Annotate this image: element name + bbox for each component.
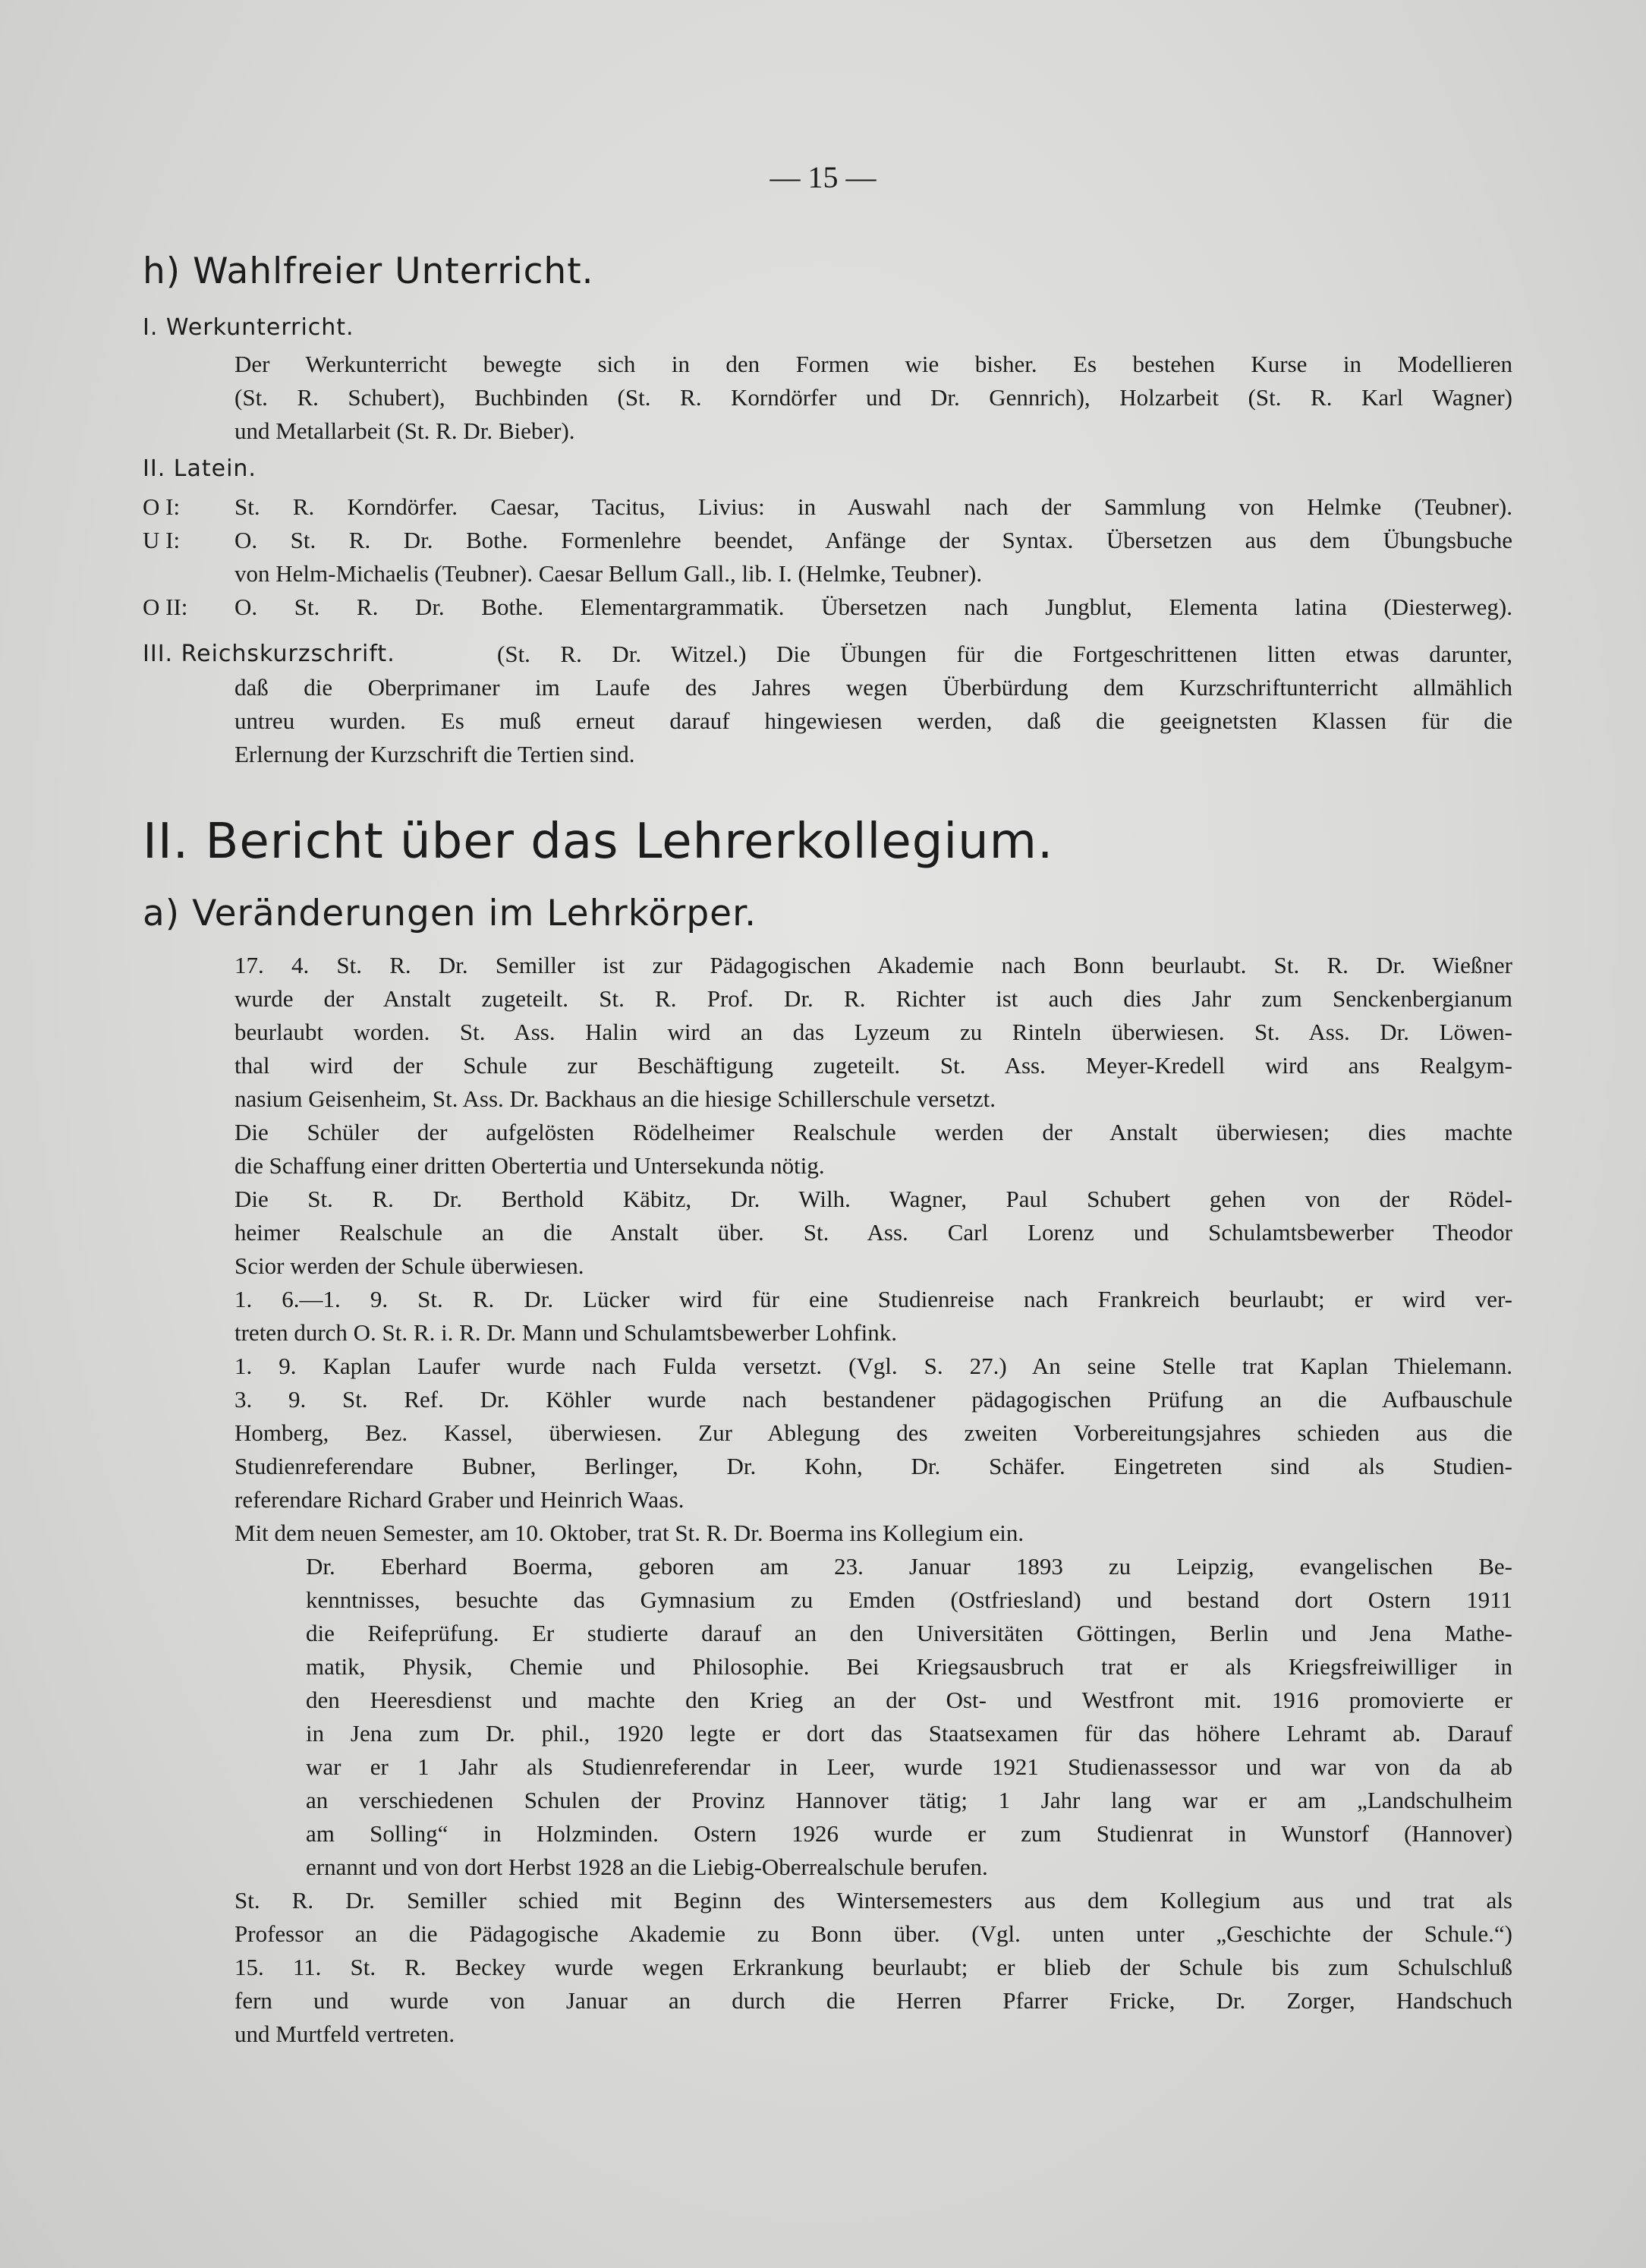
kurz-line: untreu wurden. Es muß erneut darauf hingewiesen werden, daß die geeignetsten Klassen für die [234, 707, 1512, 734]
bio-line: kenntnisses, besuchte das Gymnasium zu Emden (Ostfriesland) und bestand dort Ostern 1911 [306, 1586, 1512, 1613]
text-line: thal wird der Schule zur Beschäftigung zugeteilt. St. Ass. Meyer-Kredell wird ans Realgym- [234, 1052, 1512, 1079]
latein-heading: II. Latein. [143, 455, 256, 482]
oi-label: O I: [143, 493, 181, 520]
text-line: Homberg, Bez. Kassel, überwiesen. Zur Ablegung des zweiten Vorbereitungsjahres schieden aus die [234, 1419, 1512, 1446]
text-line: 3. 9. St. Ref. Dr. Köhler wurde nach bestandener pädagogischen Prüfung an die Aufbauschule [234, 1386, 1512, 1413]
text-line: referendare Richard Graber und Heinrich Waas. [234, 1486, 685, 1513]
werk-line: (St. R. Schubert), Buchbinden (St. R. Korndörfer und Dr. Gennrich), Holzarbeit (St. R. Karl Wagner) [234, 384, 1512, 411]
oii-text: O. St. R. Dr. Bothe. Elementargrammatik. Übersetzen nach Jungblut, Elementa latina (Diesterweg). [234, 594, 1512, 620]
werk-line: Der Werkunterricht bewegte sich in den Formen wie bisher. Es bestehen Kurse in Modellieren [234, 351, 1512, 377]
text-line: Studienreferendare Bubner, Berlinger, Dr. Kohn, Dr. Schäfer. Eingetreten sind als Studien- [234, 1453, 1512, 1479]
text-line: die Schaffung einer dritten Obertertia und Untersekunda nötig. [234, 1152, 825, 1179]
text-line: wurde der Anstalt zugeteilt. St. R. Prof. Dr. R. Richter ist auch dies Jahr zum Senckenbergianum [234, 985, 1512, 1012]
tail-line: 15. 11. St. R. Beckey wurde wegen Erkrankung beurlaubt; er blieb der Schule bis zum Schulschluß [234, 1954, 1512, 1980]
bio-line: matik, Physik, Chemie und Philosophie. Bei Kriegsausbruch trat er als Kriegsfreiwilliger in [306, 1653, 1512, 1680]
text-line: Mit dem neuen Semester, am 10. Oktober, trat St. R. Dr. Boerma ins Kollegium ein. [234, 1520, 1024, 1546]
kurz-line: Erlernung der Kurzschrift die Tertien sind. [234, 741, 635, 767]
kurz-line: (St. R. Dr. Witzel.) Die Übungen für die Fortgeschrittenen litten etwas darunter, [497, 641, 1512, 667]
kurz-heading: III. Reichskurzschrift. [143, 641, 395, 667]
section-h-title: h) Wahlfreier Unterricht. [143, 250, 594, 292]
section-ii-title: II. Bericht über das Lehrerkollegium. [143, 814, 1054, 870]
werk-heading: I. Werkunterricht. [143, 314, 354, 341]
oi-text: St. R. Korndörfer. Caesar, Tacitus, Livius: in Auswahl nach der Sammlung von Helmke (Teubner). [234, 493, 1512, 520]
text-line: Die St. R. Dr. Berthold Käbitz, Dr. Wilh. Wagner, Paul Schubert gehen von der Rödel- [234, 1186, 1512, 1212]
tail-line: St. R. Dr. Semiller schied mit Beginn des Wintersemesters aus dem Kollegium aus und trat als [234, 1887, 1512, 1914]
page-number: — 15 — [769, 160, 877, 194]
text-line: Die Schüler der aufgelösten Rödelheimer Realschule werden der Anstalt überwiesen; dies machte [234, 1119, 1512, 1145]
text-line: beurlaubt worden. St. Ass. Halin wird an das Lyzeum zu Rinteln überwiesen. St. Ass. Dr. Löwen- [234, 1019, 1512, 1045]
bio-line: ernannt und von dort Herbst 1928 an die Liebig-Oberrealschule berufen. [306, 1854, 988, 1880]
werk-line: und Metallarbeit (St. R. Dr. Bieber). [234, 417, 575, 444]
text-line: 1. 6.—1. 9. St. R. Dr. Lücker wird für eine Studienreise nach Frankreich beurlaubt; er wird ver- [234, 1286, 1512, 1312]
bio-line: den Heeresdienst und machte den Krieg an der Ost- und Westfront mit. 1916 promovierte er [306, 1687, 1512, 1713]
text-line: Scior werden der Schule überwiesen. [234, 1252, 584, 1279]
text-line: heimer Realschule an die Anstalt über. St. Ass. Carl Lorenz und Schulamtsbewerber Theodor [234, 1219, 1512, 1246]
bio-line: an verschiedenen Schulen der Provinz Hannover tätig; 1 Jahr lang war er am „Landschulheim [306, 1787, 1512, 1813]
kurz-line: daß die Oberprimaner im Laufe des Jahres wegen Überbürdung dem Kurzschriftunterricht allmählich [234, 674, 1512, 701]
ui-text-cont: von Helm-Michaelis (Teubner). Caesar Bellum Gall., lib. I. (Helmke, Teubner). [234, 560, 983, 587]
bio-line: in Jena zum Dr. phil., 1920 legte er dort das Staatsexamen für das höhere Lehramt ab. Darauf [306, 1720, 1512, 1747]
text-line: nasium Geisenheim, St. Ass. Dr. Backhaus an die hiesige Schillerschule versetzt. [234, 1085, 996, 1112]
ui-label: U I: [143, 527, 181, 553]
oii-label: O II: [143, 594, 188, 620]
bio-line: am Solling“ in Holzminden. Ostern 1926 wurde er zum Studienrat in Wunstorf (Hannover) [306, 1820, 1512, 1847]
bio-line: Dr. Eberhard Boerma, geboren am 23. Januar 1893 zu Leipzig, evangelischen Be- [306, 1553, 1512, 1580]
tail-line: Professor an die Pädagogische Akademie zu Bonn über. (Vgl. unten unter „Geschichte der Schule.“) [234, 1920, 1512, 1947]
ui-text: O. St. R. Dr. Bothe. Formenlehre beendet, Anfänge der Syntax. Übersetzen aus dem Übungsbuche [234, 527, 1512, 553]
text-line: treten durch O. St. R. i. R. Dr. Mann und Schulamtsbewerber Lohfink. [234, 1319, 898, 1346]
tail-line: und Murtfeld vertreten. [234, 2021, 455, 2047]
text-line: 1. 9. Kaplan Laufer wurde nach Fulda versetzt. (Vgl. S. 27.) An seine Stelle trat Kaplan Thielemann. [234, 1353, 1512, 1379]
bio-line: die Reifeprüfung. Er studierte darauf an den Universitäten Göttingen, Berlin und Jena Mathe- [306, 1620, 1512, 1646]
bio-line: war er 1 Jahr als Studienreferendar in Leer, wurde 1921 Studienassessor und war von da ab [306, 1753, 1512, 1780]
section-ii-subtitle: a) Veränderungen im Lehrkörper. [143, 893, 757, 934]
text-line: 17. 4. St. R. Dr. Semiller ist zur Pädagogischen Akademie nach Bonn beurlaubt. St. R. Dr. Wießner [234, 952, 1512, 978]
tail-line: fern und wurde von Januar an durch die Herren Pfarrer Fricke, Dr. Zorger, Handschuch [234, 1987, 1512, 2014]
